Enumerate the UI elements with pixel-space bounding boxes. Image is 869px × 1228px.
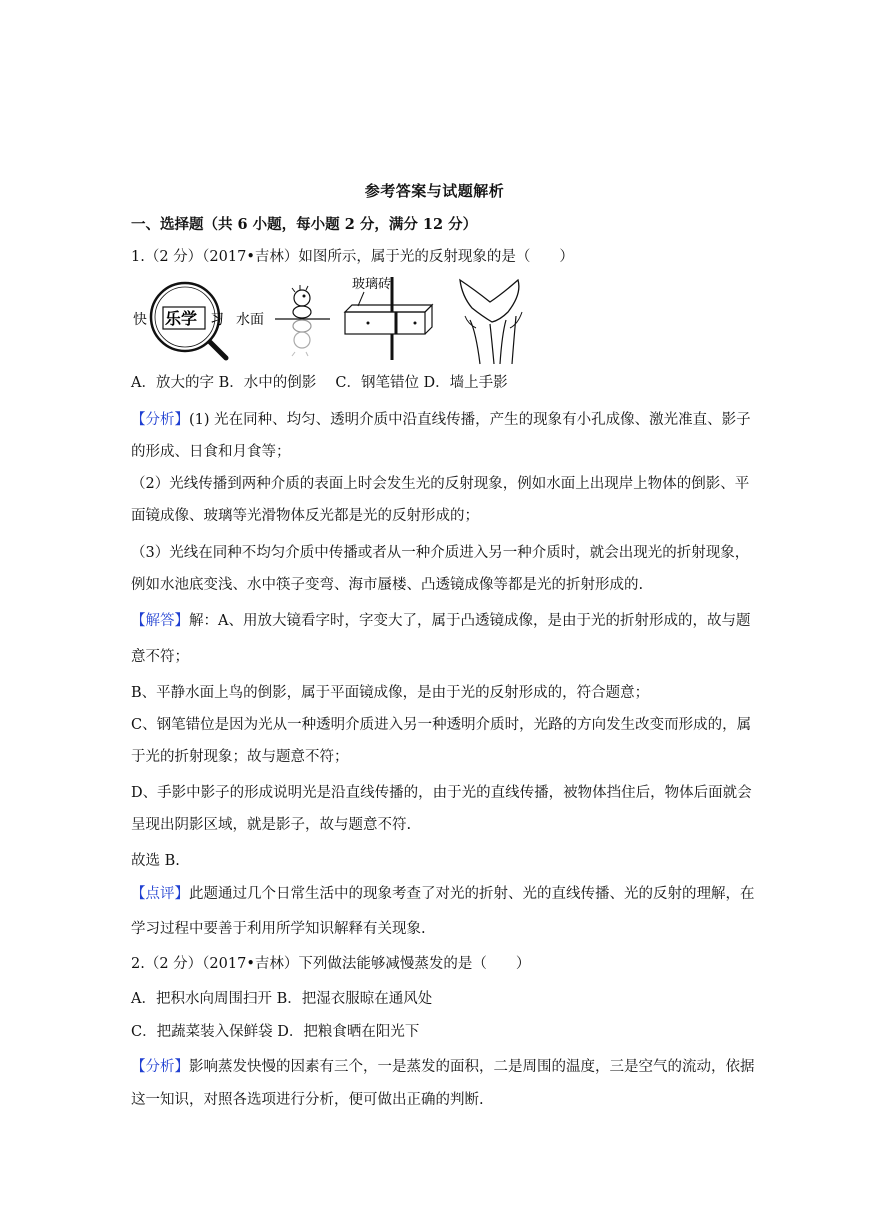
- figure-lens-text: 乐学: [165, 311, 198, 328]
- question-2-analysis-line-2: 这一知识，对照各选项进行分析，便可做出正确的判断.: [131, 1092, 484, 1108]
- question-1-stem: 1.（2 分）（2017•吉林）如图所示，属于光的反射现象的是（ ）: [131, 249, 574, 265]
- question-1-analysis-line-4: 面镜成像、玻璃等光滑物体反光都是光的反射形成的；: [131, 508, 479, 524]
- question-1-answer-line-1: 【解答】解：A、用放大镜看字时，字变大了，属于凸透镜成像，是由于光的折射形成的，故与题: [131, 613, 751, 629]
- analysis-tag: 【分析】: [131, 412, 189, 428]
- bird-reflection-illustration: [236, 285, 330, 356]
- figure-glass-label: 玻璃砖: [352, 276, 392, 291]
- question-1-answer-line-6: D、手影中影子的形成说明光是沿直线传播的，由于光的直线传播，被物体挡住后，物体后面就会: [131, 785, 752, 801]
- glass-brick-illustration: [345, 276, 432, 360]
- comment-tag: 【点评】: [131, 886, 189, 902]
- page-title: 参考答案与试题解析: [364, 182, 505, 200]
- question-1-answer-line-7: 呈现出阴影区域，就是影子，故与题意不符.: [131, 817, 412, 833]
- figure-left-char: 快: [133, 313, 147, 328]
- question-1-analysis-line-6: 例如水池底变浅、水中筷子变弯、海市蜃楼、凸透镜成像等都是光的折射形成的.: [131, 577, 644, 593]
- section-heading: 一、选择题（共 6 小题，每小题 2 分，满分 12 分）: [131, 216, 478, 233]
- question-1-figure: [130, 272, 550, 367]
- question-2-options-ab: A．把积水向周围扫开 B．把湿衣服晾在通风处: [131, 991, 433, 1007]
- answer-tag: 【解答】: [131, 613, 189, 629]
- figure-right-char: 习: [210, 313, 224, 328]
- question-2-options-cd: C．把蔬菜装入保鲜袋 D．把粮食晒在阳光下: [131, 1024, 420, 1040]
- hand-shadow-illustration: [460, 280, 522, 364]
- question-1-answer-line-3: B、平静水面上鸟的倒影，属于平面镜成像，是由于光的反射形成的，符合题意；: [131, 685, 650, 701]
- magnifier-illustration: [133, 283, 226, 358]
- question-1-analysis-line-5: （3）光线在同种不均匀介质中传播或者从一种介质进入另一种介质时，就会出现光的折射现象，: [131, 545, 750, 561]
- question-1-answer-line-2: 意不符；: [131, 649, 189, 665]
- question-1-answer-line-5: 于光的折射现象；故与题意不符；: [131, 749, 349, 765]
- question-2-stem: 2.（2 分）（2017•吉林）下列做法能够减慢蒸发的是（ ）: [131, 956, 531, 972]
- question-1-analysis-line-2: 的形成、日食和月食等；: [131, 444, 291, 460]
- question-1-answer-line-4: C、钢笔错位是因为光从一种透明介质进入另一种透明介质时，光路的方向发生改变而形成的，属: [131, 717, 752, 733]
- question-1-analysis-line-1: 【分析】(1) 光在同种、均匀、透明介质中沿直线传播，产生的现象有小孔成像、激光准直、影子: [131, 412, 751, 428]
- analysis-tag: 【分析】: [131, 1059, 189, 1075]
- question-1-options: A．放大的字 B．水中的倒影 C．钢笔错位 D．墙上手影: [131, 375, 508, 391]
- question-1-comment-line-2: 学习过程中要善于利用所学知识解释有关现象.: [131, 921, 426, 937]
- question-1-comment-line-1: 【点评】此题通过几个日常生活中的现象考查了对光的折射、光的直线传播、光的反射的理解，在: [131, 886, 755, 902]
- question-2-analysis-line-1: 【分析】影响蒸发快慢的因素有三个，一是蒸发的面积，二是周围的温度，三是空气的流动，依据: [131, 1059, 755, 1075]
- question-1-analysis-line-3: （2）光线传播到两种介质的表面上时会发生光的反射现象，例如水面上出现岸上物体的倒影、平: [131, 476, 750, 492]
- question-1-choice: 故选 B.: [131, 853, 180, 869]
- figure-water-label: 水面: [236, 313, 264, 328]
